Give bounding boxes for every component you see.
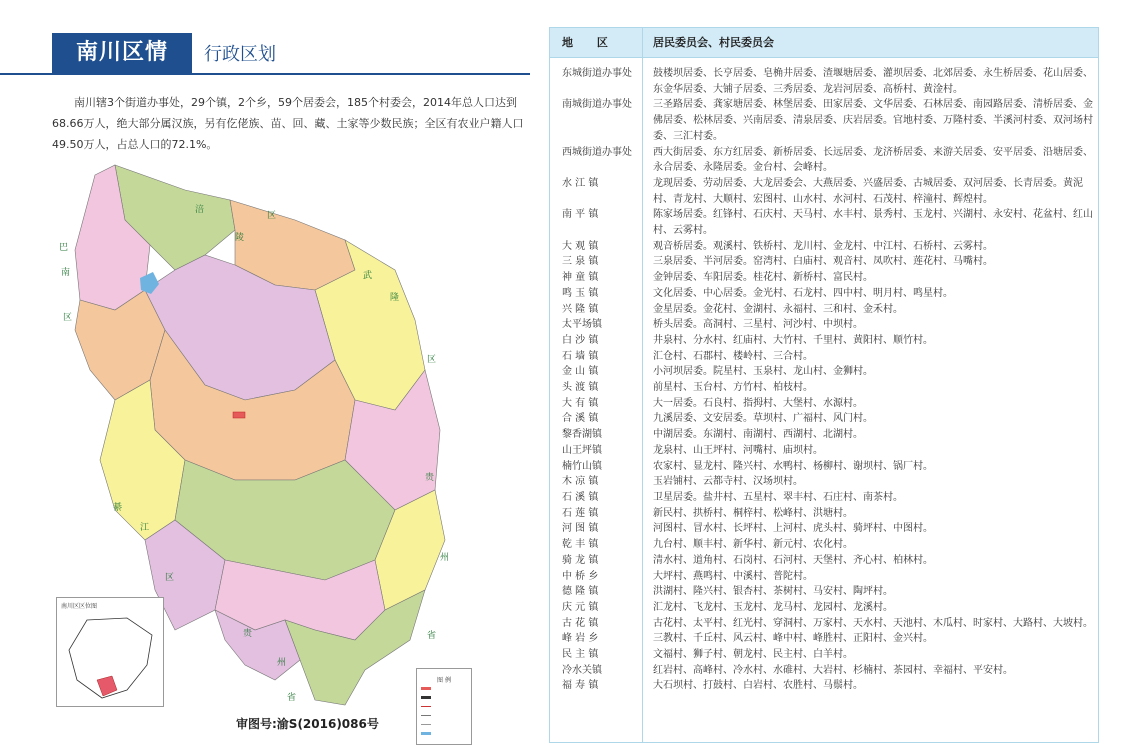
table-row	[550, 349, 1098, 365]
neighbor-label: 巴	[59, 243, 69, 253]
table-row	[550, 270, 1098, 286]
neighbor-label: 州	[277, 658, 287, 668]
row-area: 头 渡 镇	[562, 382, 599, 394]
table-row	[550, 317, 1098, 333]
row-villages: 三教村、千丘村、风云村、峰中村、峰胜村、正阳村、金兴村。	[653, 633, 933, 645]
row-area: 鸣 玉 镇	[562, 287, 599, 299]
row-villages: 观音桥居委。观溪村、铁桥村、龙川村、金龙村、中江村、石桥村、云雾村。	[653, 240, 993, 252]
row-area: 福 寿 镇	[562, 680, 599, 692]
table-row	[550, 286, 1098, 302]
row-area: 楠竹山镇	[562, 460, 602, 472]
table-row	[550, 490, 1098, 506]
row-villages: 三圣路居委、龚家塘居委、林堡居委、田家居委、文华居委、石林居委、南园路居委、清桥居委、金佛居委、松林居委、兴南居委、清泉居委、庆岩居委。官地村委、万隆村委、半溪河村委、双河场村委、三汇村委。	[653, 99, 1093, 142]
row-area: 合 溪 镇	[562, 413, 599, 425]
row-area: 东城街道办事处	[562, 68, 632, 79]
table-row	[550, 663, 1098, 679]
row-area: 水 江 镇	[562, 177, 599, 189]
row-area: 德 隆 镇	[562, 586, 599, 598]
legend-row	[421, 720, 471, 729]
row-area: 白 沙 镇	[562, 334, 599, 346]
table-header	[550, 28, 1098, 58]
row-villages: 九溪居委、文安居委。草坝村、广福村、风门村。	[653, 413, 873, 425]
row-villages: 文福村、狮子村、朝龙村、民主村、白羊村。	[653, 649, 853, 661]
neighbor-label: 州	[440, 553, 450, 563]
table-row	[550, 396, 1098, 412]
table-row	[550, 474, 1098, 490]
table-row	[550, 97, 1098, 144]
row-villages: 大一居委。石良村、指拇村、大堡村、水源村。	[653, 397, 863, 409]
neighbor-label: 区	[63, 313, 73, 323]
neighbor-label: 涪	[195, 205, 205, 215]
row-villages: 中湖居委。东湖村、南湖村、西湖村、北湖村。	[653, 429, 863, 441]
legend-row	[421, 693, 471, 702]
row-villages: 陈家场居委。红锋村、石庆村、天马村、水丰村、景秀村、玉龙村、兴湖村、永安村、花盆村、红山村、云雾村。	[653, 209, 1093, 237]
page-header	[0, 33, 530, 73]
table-row	[550, 647, 1098, 663]
inset-shape	[57, 610, 163, 706]
neighbor-label: 武	[363, 271, 373, 281]
row-villages: 九台村、顺丰村、新华村、新元村、农化村。	[653, 539, 853, 551]
row-area: 西城街道办事处	[562, 146, 632, 158]
row-area: 河 图 镇	[562, 523, 599, 535]
row-area: 大 有 镇	[562, 397, 599, 409]
inset-location-map	[56, 597, 164, 707]
legend-row	[421, 729, 471, 738]
row-area: 古 花 镇	[562, 617, 599, 629]
table-row	[550, 364, 1098, 380]
table-row	[550, 506, 1098, 522]
neighbor-label: 省	[287, 693, 297, 703]
legend-title: 图 例	[437, 677, 451, 684]
row-villages: 龙泉村、山王坪村、河嘴村、庙坝村。	[653, 444, 823, 456]
row-area: 山王坪镇	[562, 444, 602, 456]
row-area: 石 溪 镇	[562, 491, 599, 503]
table-row	[550, 66, 1098, 97]
row-area: 大 观 镇	[562, 240, 599, 252]
row-villages: 西大街居委、东方红居委、新桥居委、长远居委、龙济桥居委、来游关居委、安平居委、沿塘居委、永合居委、永隆居委。金台村、会峰村。	[653, 146, 1093, 174]
table-row	[550, 443, 1098, 459]
row-area: 骑 龙 镇	[562, 554, 599, 566]
table-row	[550, 145, 1098, 176]
row-villages: 前星村、玉台村、方竹村、柏枝村。	[653, 382, 813, 394]
row-area: 峰 岩 乡	[562, 633, 599, 645]
row-villages: 汇龙村、飞龙村、玉龙村、龙马村、龙园村、龙溪村。	[653, 601, 893, 613]
row-villages: 农家村、显龙村、隆兴村、水鸭村、杨柳村、谢坝村、锅厂村。	[653, 460, 933, 472]
row-area: 石 莲 镇	[562, 507, 599, 519]
intro-paragraph: 南川辖3个街道办事处，29个镇，2个乡，59个居委会，185个村委会，2014年总人口达到68.66万人，绝大部分属汉族，另有仡佬族、苗、回、藏、土家等少数民族；全区有农业户籍人口49.50万人，占总人口的72.1%。	[52, 96, 524, 151]
neighbor-label: 贵	[425, 473, 435, 483]
row-area: 三 泉 镇	[562, 256, 599, 268]
row-villages: 红岩村、高峰村、冷水村、水碓村、大岩村、杉楠村、茶园村、幸福村、平安村。	[653, 664, 1013, 676]
table-row	[550, 427, 1098, 443]
table-row	[550, 600, 1098, 616]
row-villages: 金钟居委、车阳居委。桂花村、新桥村、富民村。	[653, 272, 873, 284]
header-area: 地 区	[562, 36, 618, 49]
row-area: 金 山 镇	[562, 366, 599, 378]
table-row	[550, 411, 1098, 427]
neighbor-label: 区	[165, 573, 175, 583]
table-row	[550, 584, 1098, 600]
row-villages: 汇仓村、石郡村、楼岭村、三合村。	[653, 350, 813, 362]
table-body	[550, 66, 1098, 694]
row-area: 太平场镇	[562, 319, 602, 331]
row-villages: 鼓楼坝居委、长亨居委、皂桷井居委、渣堰塘居委、灌坝居委、北郊居委、永生桥居委、花山居委、东金华居委、大铺子居委、三秀居委、龙岩河居委、高桥村、黄淦村。	[653, 68, 1093, 95]
row-area: 神 童 镇	[562, 272, 599, 284]
neighbor-label: 隆	[390, 293, 400, 303]
row-area: 庆 元 镇	[562, 601, 599, 613]
neighbor-label: 区	[267, 211, 277, 221]
row-villages: 新民村、拱桥村、桐梓村、松峰村、洪塘村。	[653, 507, 853, 519]
table-row	[550, 569, 1098, 585]
row-villages: 桥头居委。高洞村、三星村、河沙村、中坝村。	[653, 319, 863, 331]
neighbor-label: 贵	[243, 629, 253, 639]
neighbor-label: 区	[427, 355, 437, 365]
row-area: 乾 丰 镇	[562, 539, 599, 551]
page-title: 南川区情	[52, 33, 192, 73]
table-row	[550, 678, 1098, 694]
neighbor-label: 省	[427, 631, 437, 641]
header-rule	[0, 73, 530, 75]
header-committees: 居民委员会、村民委员会	[653, 36, 774, 49]
row-area: 石 墙 镇	[562, 350, 599, 362]
row-area: 冷水关镇	[562, 664, 602, 676]
row-villages: 古花村、太平村、红光村、穿洞村、万家村、天水村、天池村、木瓜村、时家村、大路村、大坡村。	[653, 617, 1093, 629]
inset-title: 南川区区位图	[61, 603, 98, 610]
row-villages: 大坪村、燕鸣村、中溪村、普陀村。	[653, 570, 813, 582]
row-villages: 大石坝村、打鼓村、白岩村、农胜村、马鬃村。	[653, 680, 863, 692]
row-villages: 龙现居委、劳动居委、大龙居委会、大燕居委、兴盛居委、古城居委、双河居委、长青居委。黄泥村、青龙村、大顺村、宏图村、山水村、水河村、石茂村、梓潼村、辉煌村。	[653, 177, 1083, 205]
page-subtitle: 行政区划	[204, 44, 276, 65]
table-row	[550, 459, 1098, 475]
map-legend	[416, 668, 472, 745]
row-area: 南城街道办事处	[562, 99, 632, 111]
row-area: 兴 隆 镇	[562, 303, 599, 315]
admin-division-table	[549, 27, 1099, 743]
table-row	[550, 254, 1098, 270]
row-area: 南 平 镇	[562, 209, 599, 221]
row-villages: 玉岩铺村、云都寺村、汉场坝村。	[653, 476, 803, 488]
map-county-seat	[233, 412, 245, 418]
row-villages: 井泉村、分水村、红庙村、大竹村、千里村、黄阳村、顺竹村。	[653, 334, 933, 346]
table-row	[550, 553, 1098, 569]
table-row	[550, 176, 1098, 207]
table-row	[550, 537, 1098, 553]
table-row	[550, 616, 1098, 632]
neighbor-label: 江	[140, 523, 150, 533]
row-area: 中 桥 乡	[562, 570, 599, 582]
row-villages: 三泉居委、半河居委。窑湾村、白庙村、观音村、凤吹村、莲花村、马嘴村。	[653, 256, 993, 268]
table-row	[550, 239, 1098, 255]
neighbor-label: 綦	[113, 503, 123, 513]
row-villages: 卫星居委。盐井村、五星村、翠丰村、石庄村、南茶村。	[653, 491, 903, 503]
table-row	[550, 333, 1098, 349]
legend-row	[421, 702, 471, 711]
table-row	[550, 302, 1098, 318]
row-villages: 金星居委。金花村、金湖村、永福村、三和村、金禾村。	[653, 303, 903, 315]
table-row	[550, 207, 1098, 238]
map-approval-number: 审图号:渝S(2016)086号	[236, 717, 379, 731]
neighbor-label: 陵	[235, 233, 245, 243]
legend-row	[421, 684, 471, 693]
row-villages: 小河坝居委。院星村、玉泉村、龙山村、金狮村。	[653, 366, 873, 378]
row-villages: 文化居委、中心居委。金光村、石龙村、四中村、明月村、鸣星村。	[653, 287, 953, 299]
row-villages: 洪湖村、隆兴村、银杏村、茶树村、马安村、陶坪村。	[653, 586, 893, 598]
row-area: 民 主 镇	[562, 649, 599, 661]
table-row	[550, 631, 1098, 647]
table-row	[550, 521, 1098, 537]
row-area: 黎香湖镇	[562, 429, 602, 441]
neighbor-label: 南	[61, 268, 71, 278]
row-villages: 清水村、道角村、石岗村、石河村、天堡村、齐心村、柏林村。	[653, 554, 933, 566]
legend-row	[421, 711, 471, 720]
table-row	[550, 380, 1098, 396]
row-area: 木 凉 镇	[562, 476, 599, 488]
row-villages: 河图村、冒水村、长坪村、上河村、虎头村、骑坪村、中图村。	[653, 523, 933, 535]
